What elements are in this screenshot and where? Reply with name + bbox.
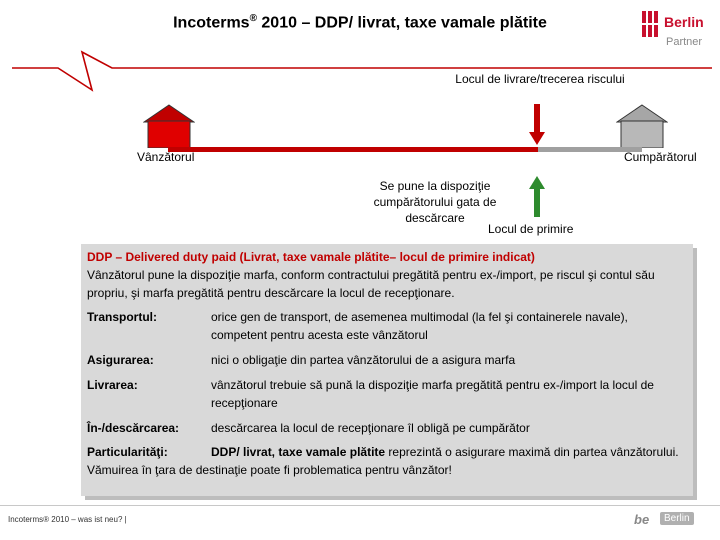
page-title: Incoterms® 2010 – DDP/ livrat, taxe vamale plătite [173, 13, 547, 32]
red-down-arrow-icon [528, 104, 546, 146]
receiving-place-label: Locul de primire [488, 222, 574, 236]
row-label: În-/descărcarea: [87, 421, 180, 435]
row-transport [87, 308, 685, 344]
row-label: Asigurarea: [87, 353, 154, 367]
ddp-intro: Vânzătorul pune la dispoziţie marfa, conform contractului pregătită pentru ex-/import, pe riscul şi contul său propriu, şi marfa pregătită pentru descărcare la locul de recepţionare. [87, 268, 655, 300]
row-value: orice gen de transport, de asemenea multimodal (la fel şi containerele navale), competent pentru acesta este vânzătorul [211, 310, 628, 342]
buyer-house-icon [616, 104, 668, 148]
row-label: Transportul: [87, 310, 158, 324]
row-insurance [87, 351, 685, 369]
ddp-info-box [81, 244, 693, 496]
logo-berlin-text: Berlin [664, 14, 704, 30]
buyer-label: Cumpărătorul [624, 150, 697, 164]
special-notes [87, 443, 685, 479]
ddp-heading: DDP – Delivered duty paid (Livrat, taxe vamale plătite– locul de primire indicat) [87, 250, 535, 264]
placed-at-disposal-label: Se pune la dispoziţie cumpărătorului gata de descărcare [373, 179, 497, 225]
row-unloading [87, 419, 685, 437]
row-value: vânzătorul trebuie să pună la dispoziţie marfa pregătită pentru ex-/import la locul de recepţionare [211, 378, 654, 410]
row-value: nici o obligaţie din partea vânzătorului de a asigura marfa [211, 353, 516, 367]
seller-route-line [168, 147, 538, 152]
row-delivery [87, 376, 685, 412]
seller-house-icon [143, 104, 195, 148]
be-logo-text: be [634, 512, 650, 527]
row-value: descărcarea la locul de recepţionare îl obligă pe cumpărător [211, 421, 530, 435]
green-up-arrow-icon [528, 175, 546, 217]
footer-divider [0, 505, 720, 506]
seller-label: Vânzătorul [137, 150, 195, 164]
delivery-point-label: Locul de livrare/trecerea riscului [455, 72, 625, 86]
special-text: reprezintă o asigurare maximă din partea vânzătorului. Vămuirea în ţara de destinaţie poate fi problematica pentru vânzător! [87, 445, 679, 477]
footer-text: Incoterms® 2010 – was ist neu? | [8, 515, 127, 524]
special-bold: DDP/ livrat, taxe vamale plătite [211, 445, 386, 459]
row-label: Livrarea: [87, 378, 138, 392]
special-label: Particularităţi: [87, 445, 168, 459]
berlin-tag: Berlin [660, 512, 694, 525]
logo-partner-text: Partner [666, 36, 703, 48]
